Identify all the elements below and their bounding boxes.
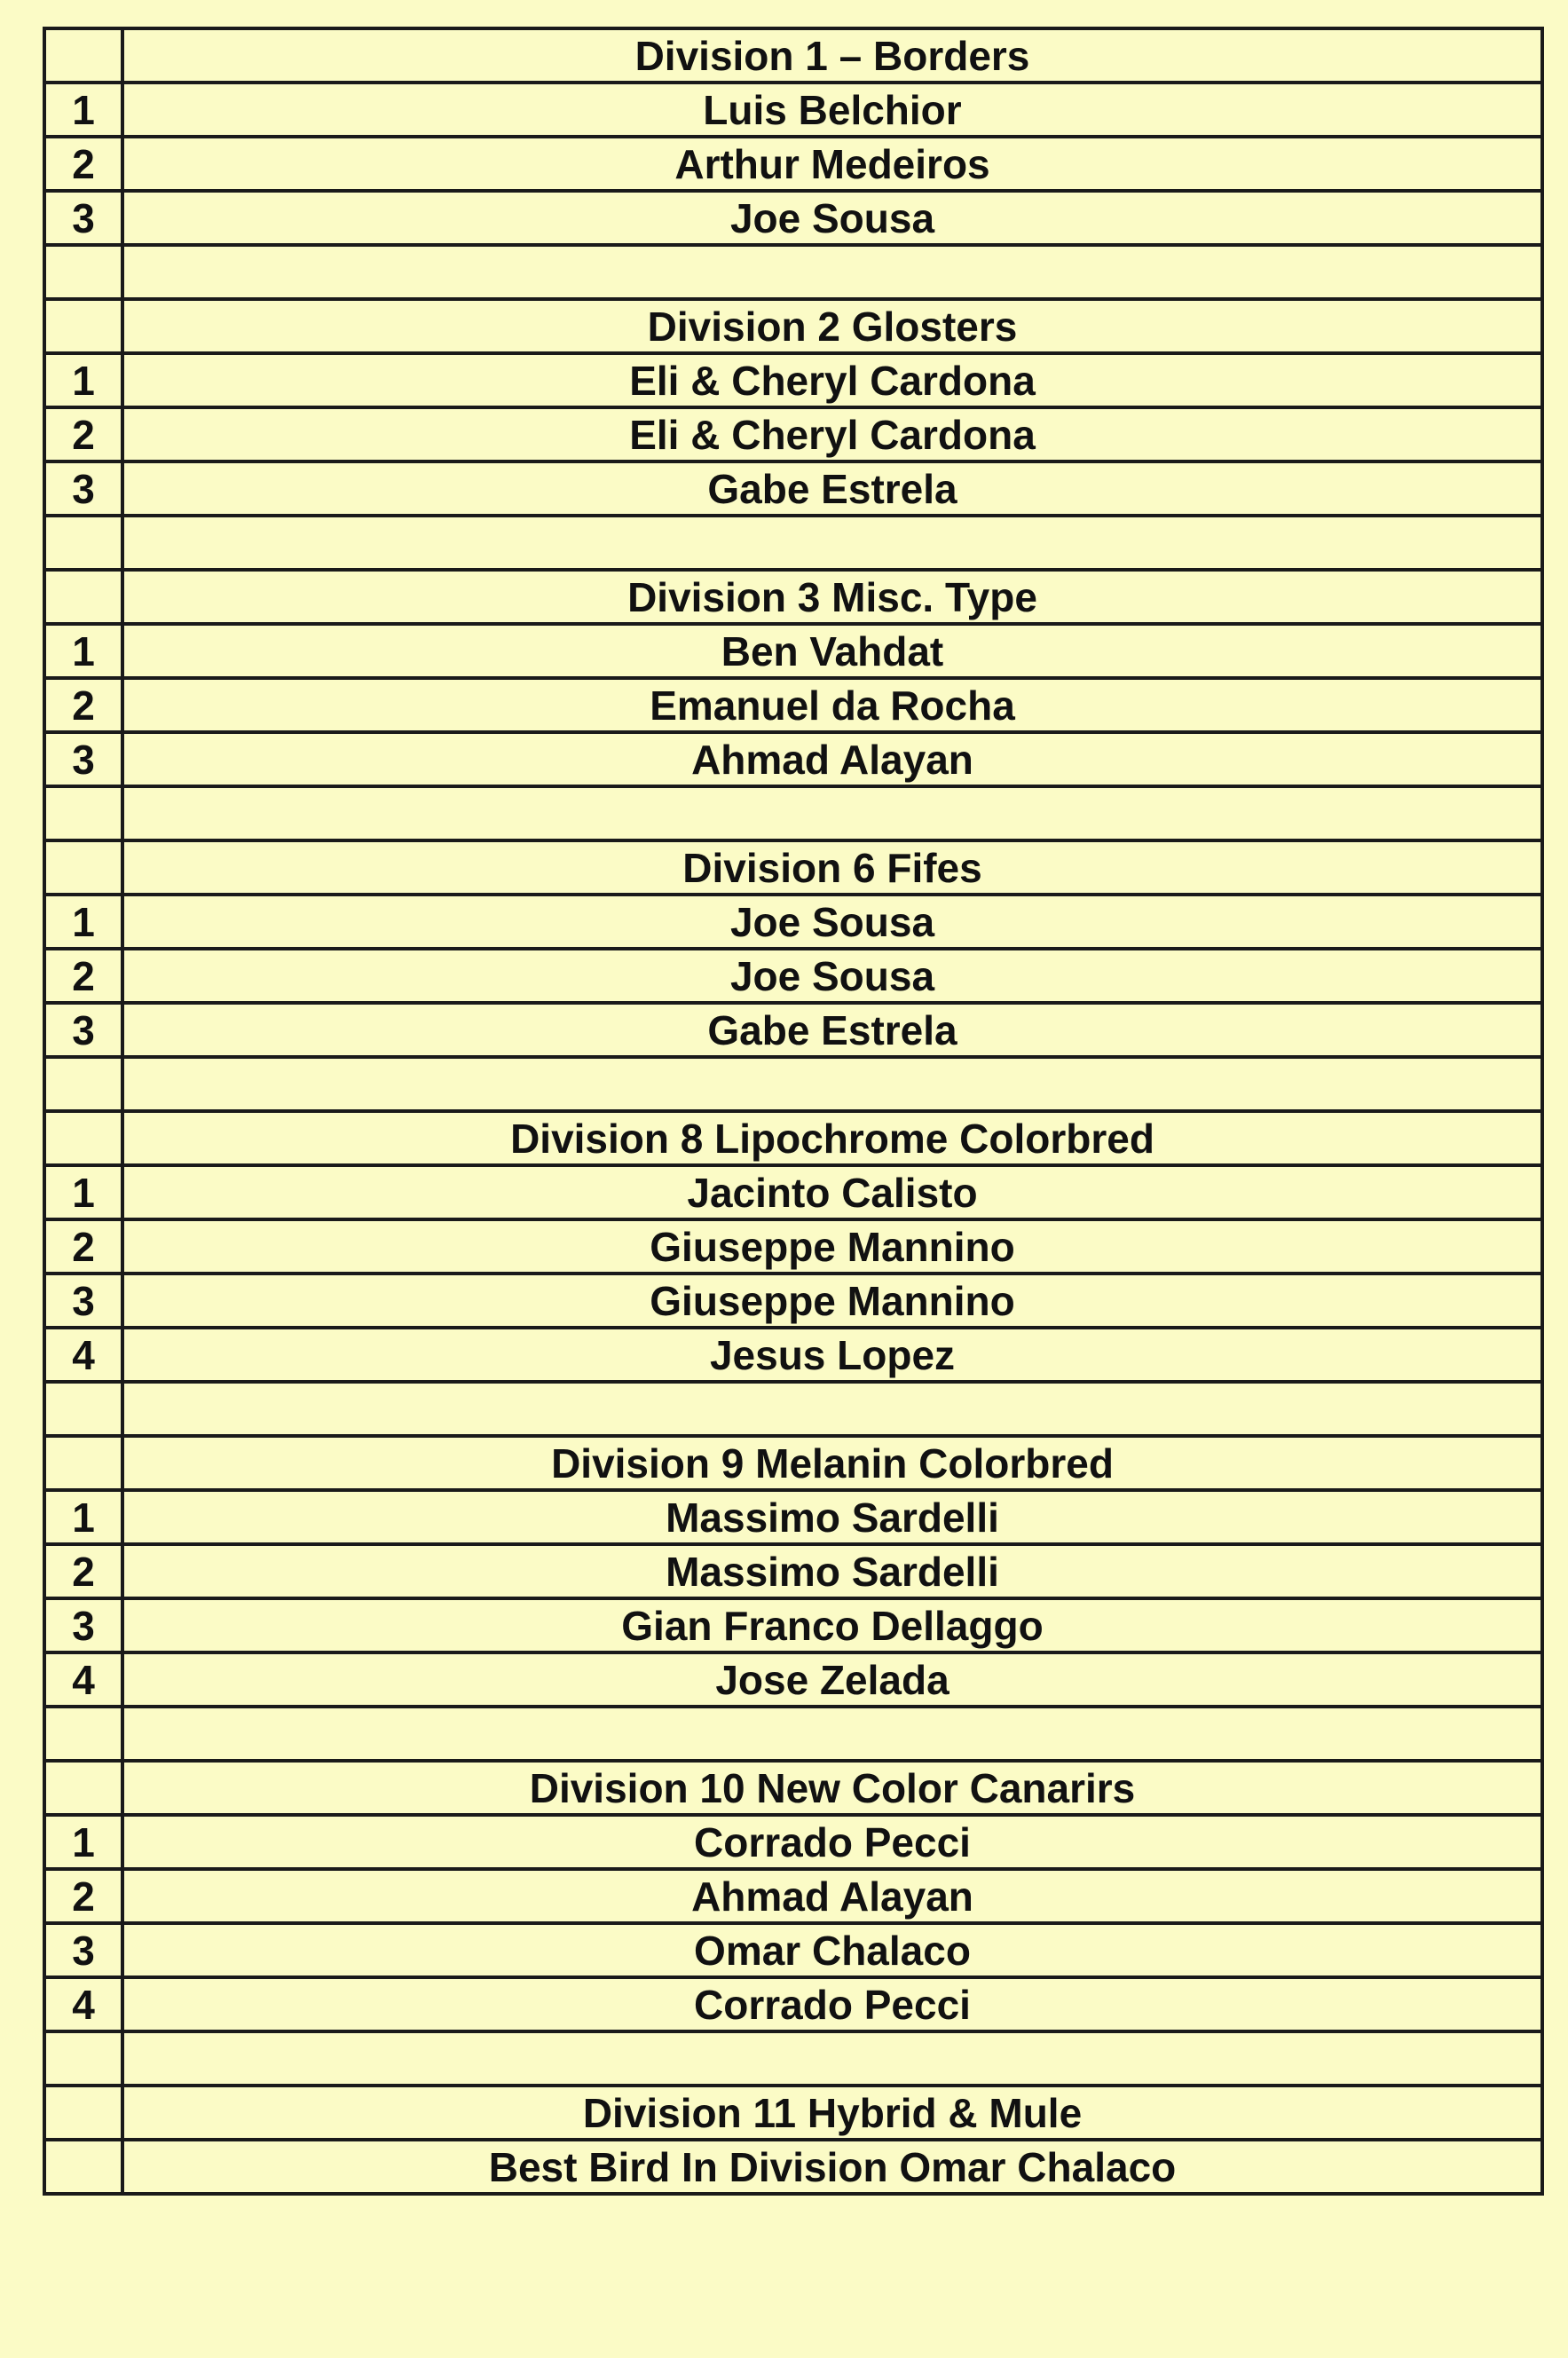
table-row xyxy=(44,1274,1542,1328)
table-row xyxy=(44,191,1542,245)
table-row xyxy=(44,1490,1542,1544)
place-cell: 4 xyxy=(44,1977,122,2031)
place-cell xyxy=(44,786,122,840)
place-cell: 3 xyxy=(44,461,122,516)
entry-cell: Joe Sousa xyxy=(122,191,1542,245)
entry-cell: Giuseppe Mannino xyxy=(122,1219,1542,1274)
table-row xyxy=(44,678,1542,732)
table-row xyxy=(44,1923,1542,1977)
place-cell xyxy=(44,840,122,895)
table-row xyxy=(44,732,1542,786)
table-row xyxy=(44,353,1542,407)
table-row xyxy=(44,949,1542,1003)
place-cell: 1 xyxy=(44,1165,122,1219)
place-cell: 1 xyxy=(44,83,122,137)
table-row xyxy=(44,1707,1542,1761)
entry-cell: Division 2 Glosters xyxy=(122,299,1542,353)
place-cell: 2 xyxy=(44,1219,122,1274)
entry-cell: Eli & Cheryl Cardona xyxy=(122,407,1542,461)
place-cell: 4 xyxy=(44,1328,122,1382)
entry-cell: Gabe Estrela xyxy=(122,461,1542,516)
entry-cell xyxy=(122,516,1542,570)
place-cell: 2 xyxy=(44,1869,122,1923)
entry-cell: Division 3 Misc. Type xyxy=(122,570,1542,624)
table-row xyxy=(44,570,1542,624)
table-row xyxy=(44,1003,1542,1057)
place-cell: 4 xyxy=(44,1652,122,1707)
entry-cell: Best Bird In Division Omar Chalaco xyxy=(122,2140,1542,2194)
table-row xyxy=(44,1111,1542,1165)
place-cell xyxy=(44,1382,122,1436)
entry-cell xyxy=(122,1707,1542,1761)
entry-cell: Ahmad Alayan xyxy=(122,1869,1542,1923)
entry-cell: Luis Belchior xyxy=(122,83,1542,137)
results-table xyxy=(43,27,1544,2196)
entry-cell xyxy=(122,2031,1542,2086)
entry-cell: Massimo Sardelli xyxy=(122,1544,1542,1598)
entry-cell: Gabe Estrela xyxy=(122,1003,1542,1057)
place-cell: 1 xyxy=(44,1490,122,1544)
place-cell xyxy=(44,2031,122,2086)
table-row xyxy=(44,1382,1542,1436)
entry-cell: Ben Vahdat xyxy=(122,624,1542,678)
entry-cell: Eli & Cheryl Cardona xyxy=(122,353,1542,407)
place-cell xyxy=(44,2140,122,2194)
entry-cell: Arthur Medeiros xyxy=(122,137,1542,191)
entry-cell: Massimo Sardelli xyxy=(122,1490,1542,1544)
place-cell: 3 xyxy=(44,1598,122,1652)
place-cell xyxy=(44,1111,122,1165)
entry-cell: Jacinto Calisto xyxy=(122,1165,1542,1219)
place-cell: 3 xyxy=(44,1923,122,1977)
table-row xyxy=(44,1977,1542,2031)
place-cell xyxy=(44,570,122,624)
place-cell: 1 xyxy=(44,1815,122,1869)
place-cell: 2 xyxy=(44,1544,122,1598)
entry-cell xyxy=(122,1057,1542,1111)
table-row xyxy=(44,2140,1542,2194)
place-cell xyxy=(44,245,122,299)
place-cell: 3 xyxy=(44,191,122,245)
table-row xyxy=(44,786,1542,840)
table-row xyxy=(44,895,1542,949)
table-row xyxy=(44,137,1542,191)
entry-cell: Omar Chalaco xyxy=(122,1923,1542,1977)
entry-cell: Division 1 – Borders xyxy=(122,28,1542,83)
place-cell xyxy=(44,1761,122,1815)
place-cell: 1 xyxy=(44,624,122,678)
entry-cell: Jose Zelada xyxy=(122,1652,1542,1707)
entry-cell: Corrado Pecci xyxy=(122,1977,1542,2031)
entry-cell: Division 9 Melanin Colorbred xyxy=(122,1436,1542,1490)
place-cell xyxy=(44,1436,122,1490)
table-row xyxy=(44,516,1542,570)
entry-cell: Giuseppe Mannino xyxy=(122,1274,1542,1328)
entry-cell: Joe Sousa xyxy=(122,949,1542,1003)
entry-cell: Division 8 Lipochrome Colorbred xyxy=(122,1111,1542,1165)
table-row xyxy=(44,1544,1542,1598)
entry-cell: Emanuel da Rocha xyxy=(122,678,1542,732)
entry-cell: Division 6 Fifes xyxy=(122,840,1542,895)
place-cell: 2 xyxy=(44,949,122,1003)
place-cell: 3 xyxy=(44,732,122,786)
place-cell xyxy=(44,1057,122,1111)
table-row xyxy=(44,1057,1542,1111)
place-cell: 3 xyxy=(44,1274,122,1328)
place-cell xyxy=(44,516,122,570)
place-cell: 2 xyxy=(44,137,122,191)
table-row xyxy=(44,1436,1542,1490)
entry-cell: Division 11 Hybrid & Mule xyxy=(122,2086,1542,2140)
entry-cell xyxy=(122,245,1542,299)
place-cell: 2 xyxy=(44,407,122,461)
entry-cell: Corrado Pecci xyxy=(122,1815,1542,1869)
table-row xyxy=(44,1652,1542,1707)
table-row xyxy=(44,1761,1542,1815)
entry-cell xyxy=(122,786,1542,840)
table-row xyxy=(44,840,1542,895)
table-row xyxy=(44,461,1542,516)
table-row xyxy=(44,407,1542,461)
results-body xyxy=(44,28,1542,2194)
table-row xyxy=(44,28,1542,83)
table-row xyxy=(44,299,1542,353)
table-row xyxy=(44,1815,1542,1869)
table-row xyxy=(44,624,1542,678)
entry-cell: Joe Sousa xyxy=(122,895,1542,949)
entry-cell: Ahmad Alayan xyxy=(122,732,1542,786)
place-cell xyxy=(44,299,122,353)
entry-cell: Division 10 New Color Canarirs xyxy=(122,1761,1542,1815)
table-row xyxy=(44,1219,1542,1274)
table-row xyxy=(44,1165,1542,1219)
place-cell xyxy=(44,2086,122,2140)
entry-cell: Gian Franco Dellaggo xyxy=(122,1598,1542,1652)
table-row xyxy=(44,1598,1542,1652)
table-row xyxy=(44,1869,1542,1923)
place-cell: 1 xyxy=(44,353,122,407)
table-row xyxy=(44,2086,1542,2140)
entry-cell: Jesus Lopez xyxy=(122,1328,1542,1382)
place-cell: 1 xyxy=(44,895,122,949)
table-row xyxy=(44,83,1542,137)
place-cell xyxy=(44,28,122,83)
entry-cell xyxy=(122,1382,1542,1436)
table-row xyxy=(44,245,1542,299)
table-row xyxy=(44,1328,1542,1382)
place-cell xyxy=(44,1707,122,1761)
place-cell: 3 xyxy=(44,1003,122,1057)
place-cell: 2 xyxy=(44,678,122,732)
table-row xyxy=(44,2031,1542,2086)
